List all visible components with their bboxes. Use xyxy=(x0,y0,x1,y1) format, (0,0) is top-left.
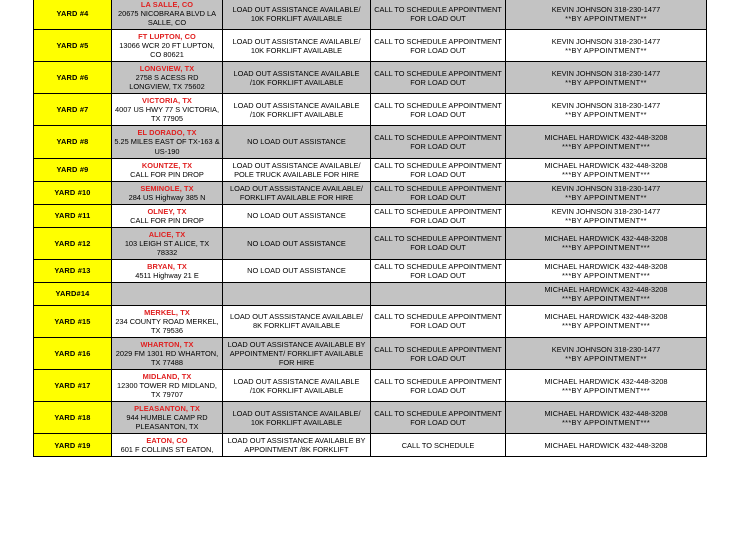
scheduling-cell xyxy=(371,62,506,94)
location-address: 5.25 MILES EAST OF TX-163 & US-190 xyxy=(114,137,220,156)
contact-name-phone: MICHAEL HARDWICK 432-448-3208 xyxy=(544,234,668,244)
location-cell xyxy=(112,126,223,158)
yard-location-sheet xyxy=(33,0,706,457)
location-city: OLNEY, TX xyxy=(147,206,187,216)
contact-appointment-note: ***BY APPOINTMENT*** xyxy=(561,141,650,151)
contact-appointment-note: **BY APPOINTMENT** xyxy=(565,353,647,363)
location-cell xyxy=(112,158,223,181)
table-row xyxy=(34,305,707,337)
load-out-assistance-text: LOAD OUT ASSISTANCE AVAILABLE/ 10K FORKLIFT AVAILABLE xyxy=(232,408,361,427)
location-address: 2029 FM 1301 RD WHARTON, TX 77488 xyxy=(115,349,219,368)
scheduling-text: CALL TO SCHEDULE APPOINTMENT FOR LOAD OUT xyxy=(374,100,502,119)
location-cell xyxy=(112,402,223,434)
location-city: MIDLAND, TX xyxy=(142,372,192,382)
yard-number-cell: YARD #10 xyxy=(34,181,112,204)
contact-cell xyxy=(506,305,707,337)
location-address: 944 HUMBLE CAMP RD PLEASANTON, TX xyxy=(126,413,208,432)
scheduling-cell xyxy=(371,402,506,434)
load-out-assistance-text: LOAD OUT ASSISTANCE AVAILABLE BY APPOINTMENT /8K FORKLIFT xyxy=(227,436,366,455)
scheduling-text: CALL TO SCHEDULE APPOINTMENT FOR LOAD OUT xyxy=(374,261,502,280)
contact-appointment-note: ***BY APPOINTMENT*** xyxy=(561,417,650,427)
contact-cell xyxy=(506,0,707,30)
contact-cell xyxy=(506,30,707,62)
contact-appointment-note: **BY APPOINTMENT** xyxy=(565,77,647,87)
table-row xyxy=(34,227,707,259)
load-out-assistance-text: LOAD OUT ASSISTANCE AVAILABLE /10K FORKLIFT AVAILABLE xyxy=(233,376,360,395)
table-row xyxy=(34,30,707,62)
scheduling-cell xyxy=(371,0,506,30)
yard-number-cell: YARD #7 xyxy=(34,94,112,126)
load-out-assistance-text: LOAD OUT ASSISTANCE AVAILABLE BY APPOINTMENT/ FORKLIFT AVAILABLE FOR HIRE xyxy=(227,340,366,368)
location-city: WHARTON, TX xyxy=(140,340,194,350)
yard-number-cell: YARD #6 xyxy=(34,62,112,94)
location-address: 601 F COLLINS ST EATON, xyxy=(120,445,214,455)
location-city: VICTORIA, TX xyxy=(142,96,192,106)
table-row xyxy=(34,158,707,181)
contact-name-phone: KEVIN JOHNSON 318-230-1477 xyxy=(551,206,661,216)
table-row xyxy=(34,62,707,94)
scheduling-cell xyxy=(371,282,506,305)
location-city: MERKEL, TX xyxy=(144,307,190,317)
contact-cell xyxy=(506,259,707,282)
location-city: EATON, CO xyxy=(146,436,188,446)
location-city: FT LUPTON, CO xyxy=(138,32,196,42)
contact-appointment-note: **BY APPOINTMENT** xyxy=(565,215,647,225)
load-out-assistance-cell xyxy=(223,30,371,62)
location-city: BRYAN, TX xyxy=(147,261,187,271)
scheduling-text: CALL TO SCHEDULE APPOINTMENT FOR LOAD OUT xyxy=(374,4,502,23)
load-out-assistance-cell xyxy=(223,94,371,126)
yard-number-cell: YARD #17 xyxy=(34,370,112,402)
scheduling-text: CALL TO SCHEDULE APPOINTMENT FOR LOAD OUT xyxy=(374,376,502,395)
table-row xyxy=(34,370,707,402)
location-city: PLEASANTON, TX xyxy=(134,404,200,414)
contact-cell xyxy=(506,338,707,370)
location-cell xyxy=(112,282,223,305)
location-address: 2758 S ACESS RD LONGVIEW, TX 75602 xyxy=(129,73,205,92)
scheduling-text: CALL TO SCHEDULE APPOINTMENT FOR LOAD OUT xyxy=(374,132,502,151)
location-cell xyxy=(112,305,223,337)
load-out-assistance-cell xyxy=(223,305,371,337)
scheduling-text: CALL TO SCHEDULE APPOINTMENT FOR LOAD OUT xyxy=(374,68,502,87)
yard-number-cell: YARD #8 xyxy=(34,126,112,158)
contact-cell xyxy=(506,62,707,94)
location-city: LONGVIEW, TX xyxy=(139,64,195,74)
contact-cell xyxy=(506,227,707,259)
contact-name-phone: MICHAEL HARDWICK 432-448-3208 xyxy=(544,440,668,450)
contact-name-phone: KEVIN JOHNSON 318-230-1477 xyxy=(551,344,661,354)
location-cell xyxy=(112,0,223,30)
table-row xyxy=(34,0,707,30)
scheduling-cell xyxy=(371,181,506,204)
load-out-assistance-cell xyxy=(223,62,371,94)
location-cell xyxy=(112,338,223,370)
contact-cell xyxy=(506,370,707,402)
contact-name-phone: MICHAEL HARDWICK 432-448-3208 xyxy=(544,376,668,386)
contact-name-phone: KEVIN JOHNSON 318-230-1477 xyxy=(551,100,661,110)
contact-name-phone: MICHAEL HARDWICK 432-448-3208 xyxy=(544,312,668,322)
scheduling-cell xyxy=(371,227,506,259)
load-out-assistance-text: NO LOAD OUT ASSISTANCE xyxy=(247,238,346,248)
scheduling-cell xyxy=(371,126,506,158)
location-cell xyxy=(112,181,223,204)
scheduling-cell xyxy=(371,305,506,337)
location-cell xyxy=(112,434,223,457)
scheduling-text: CALL TO SCHEDULE APPOINTMENT FOR LOAD OUT xyxy=(374,183,502,202)
contact-name-phone: MICHAEL HARDWICK 432-448-3208 xyxy=(544,132,668,142)
contact-appointment-note: ***BY APPOINTMENT*** xyxy=(561,293,650,303)
contact-name-phone: MICHAEL HARDWICK 432-448-3208 xyxy=(544,284,668,294)
load-out-assistance-cell xyxy=(223,259,371,282)
contact-appointment-note: ***BY APPOINTMENT*** xyxy=(561,270,650,280)
table-row xyxy=(34,402,707,434)
location-cell xyxy=(112,94,223,126)
yard-number-cell: YARD#14 xyxy=(34,282,112,305)
location-city: ALICE, TX xyxy=(148,229,186,239)
scheduling-cell xyxy=(371,158,506,181)
scheduling-cell xyxy=(371,434,506,457)
contact-name-phone: KEVIN JOHNSON 318-230-1477 xyxy=(551,36,661,46)
location-cell xyxy=(112,370,223,402)
load-out-assistance-cell xyxy=(223,227,371,259)
table-row xyxy=(34,204,707,227)
contact-cell xyxy=(506,181,707,204)
contact-name-phone: MICHAEL HARDWICK 432-448-3208 xyxy=(544,408,668,418)
scheduling-text: CALL TO SCHEDULE APPOINTMENT FOR LOAD OUT xyxy=(374,408,502,427)
yard-number-cell: YARD #16 xyxy=(34,338,112,370)
location-cell xyxy=(112,259,223,282)
contact-cell xyxy=(506,126,707,158)
yard-number-cell: YARD #19 xyxy=(34,434,112,457)
contact-cell xyxy=(506,204,707,227)
contact-cell xyxy=(506,158,707,181)
scheduling-text: CALL TO SCHEDULE APPOINTMENT FOR LOAD OUT xyxy=(374,36,502,55)
location-city: EL DORADO, TX xyxy=(137,128,197,138)
contact-appointment-note: ***BY APPOINTMENT*** xyxy=(561,385,650,395)
contact-cell xyxy=(506,282,707,305)
location-address: 103 LEIGH ST ALICE, TX 78332 xyxy=(124,238,210,257)
location-address: CALL FOR PIN DROP xyxy=(130,215,204,225)
scheduling-cell xyxy=(371,204,506,227)
yard-location-table xyxy=(33,0,707,457)
load-out-assistance-text: LOAD OUT ASSISTANCE AVAILABLE/ 10K FORKLIFT AVAILABLE xyxy=(232,36,361,55)
location-address: 4007 US HWY 77 S VICTORIA, TX 77905 xyxy=(114,105,220,124)
load-out-assistance-cell xyxy=(223,126,371,158)
yard-number-cell: YARD #18 xyxy=(34,402,112,434)
contact-name-phone: MICHAEL HARDWICK 432-448-3208 xyxy=(544,261,668,271)
location-cell xyxy=(112,227,223,259)
contact-cell xyxy=(506,402,707,434)
load-out-assistance-cell xyxy=(223,370,371,402)
table-row xyxy=(34,94,707,126)
load-out-assistance-text: NO LOAD OUT ASSISTANCE xyxy=(247,137,346,147)
location-address: 4511 Highway 21 E xyxy=(135,270,199,280)
contact-cell xyxy=(506,434,707,457)
load-out-assistance-text: LOAD OUT ASSISTANCE AVAILABLE /10K FORKLIFT AVAILABLE xyxy=(233,68,360,87)
yard-number-cell: YARD #13 xyxy=(34,259,112,282)
yard-number-cell: YARD #5 xyxy=(34,30,112,62)
load-out-assistance-text: LOAD OUT ASSISTANCE AVAILABLE/ 10K FORKLIFT AVAILABLE xyxy=(232,4,361,23)
table-row xyxy=(34,434,707,457)
load-out-assistance-cell xyxy=(223,402,371,434)
scheduling-cell xyxy=(371,94,506,126)
contact-name-phone: KEVIN JOHNSON 318-230-1477 xyxy=(551,4,661,14)
contact-appointment-note: **BY APPOINTMENT** xyxy=(565,45,647,55)
load-out-assistance-cell xyxy=(223,181,371,204)
location-address: 13066 WCR 20 FT LUPTON, CO 80621 xyxy=(119,41,215,60)
table-row xyxy=(34,126,707,158)
contact-appointment-note: ***BY APPOINTMENT*** xyxy=(561,321,650,331)
location-city: LA SALLE, CO xyxy=(140,0,194,10)
location-cell xyxy=(112,204,223,227)
yard-number-cell: YARD #15 xyxy=(34,305,112,337)
load-out-assistance-cell xyxy=(223,282,371,305)
contact-name-phone: MICHAEL HARDWICK 432-448-3208 xyxy=(544,160,668,170)
load-out-assistance-text: LOAD OUT ASSSISTANCE AVAILABLE/ FORKLIFT AVAILABLE FOR HIRE xyxy=(230,183,363,202)
scheduling-text: CALL TO SCHEDULE APPOINTMENT FOR LOAD OUT xyxy=(374,344,502,363)
load-out-assistance-cell xyxy=(223,0,371,30)
scheduling-text: CALL TO SCHEDULE APPOINTMENT FOR LOAD OUT xyxy=(374,206,502,225)
contact-name-phone: KEVIN JOHNSON 318-230-1477 xyxy=(551,183,661,193)
scheduling-text: CALL TO SCHEDULE xyxy=(401,440,475,450)
load-out-assistance-cell xyxy=(223,338,371,370)
scheduling-text: CALL TO SCHEDULE APPOINTMENT FOR LOAD OUT xyxy=(374,234,502,253)
table-row xyxy=(34,181,707,204)
table-row xyxy=(34,282,707,305)
yard-number-cell: YARD #4 xyxy=(34,0,112,30)
scheduling-cell xyxy=(371,338,506,370)
contact-appointment-note: **BY APPOINTMENT** xyxy=(565,109,647,119)
load-out-assistance-text: LOAD OUT ASSSISTANCE AVAILABLE/ 8K FORKLIFT AVAILABLE xyxy=(230,312,363,331)
table-row xyxy=(34,259,707,282)
location-address: CALL FOR PIN DROP xyxy=(130,169,204,179)
load-out-assistance-text: LOAD OUT ASSISTANCE AVAILABLE/ POLE TRUCK AVAILABLE FOR HIRE xyxy=(232,160,361,179)
scheduling-cell xyxy=(371,259,506,282)
location-address: 284 US Highway 385 N xyxy=(128,192,206,202)
load-out-assistance-cell xyxy=(223,158,371,181)
scheduling-cell xyxy=(371,370,506,402)
yard-number-cell: YARD #12 xyxy=(34,227,112,259)
yard-number-cell: YARD #9 xyxy=(34,158,112,181)
scheduling-text: CALL TO SCHEDULE APPOINTMENT FOR LOAD OUT xyxy=(374,160,502,179)
location-cell xyxy=(112,62,223,94)
location-address: 12300 TOWER RD MIDLAND, TX 79707 xyxy=(117,381,217,400)
scheduling-text: CALL TO SCHEDULE APPOINTMENT FOR LOAD OUT xyxy=(374,312,502,331)
contact-name-phone: KEVIN JOHNSON 318-230-1477 xyxy=(551,68,661,78)
load-out-assistance-text: NO LOAD OUT ASSISTANCE xyxy=(247,266,346,276)
load-out-assistance-cell xyxy=(223,204,371,227)
table-body xyxy=(34,0,707,457)
location-address: 234 COUNTY ROAD MERKEL, TX 79536 xyxy=(115,316,219,335)
contact-appointment-note: ***BY APPOINTMENT*** xyxy=(561,169,650,179)
table-row xyxy=(34,338,707,370)
yard-number-cell: YARD #11 xyxy=(34,204,112,227)
contact-cell xyxy=(506,94,707,126)
location-city: KOUNTZE, TX xyxy=(141,160,193,170)
location-address: 20675 NICOBRARA BLVD LA SALLE, CO xyxy=(117,9,217,28)
contact-appointment-note: ***BY APPOINTMENT*** xyxy=(561,243,650,253)
load-out-assistance-text: NO LOAD OUT ASSISTANCE xyxy=(247,211,346,221)
contact-appointment-note: **BY APPOINTMENT** xyxy=(565,192,647,202)
location-city: SEMINOLE, TX xyxy=(140,183,194,193)
scheduling-cell xyxy=(371,30,506,62)
load-out-assistance-cell xyxy=(223,434,371,457)
location-cell xyxy=(112,30,223,62)
load-out-assistance-text: LOAD OUT ASSISTANCE AVAILABLE /10K FORKLIFT AVAILABLE xyxy=(233,100,360,119)
contact-appointment-note: **BY APPOINTMENT** xyxy=(565,13,647,23)
